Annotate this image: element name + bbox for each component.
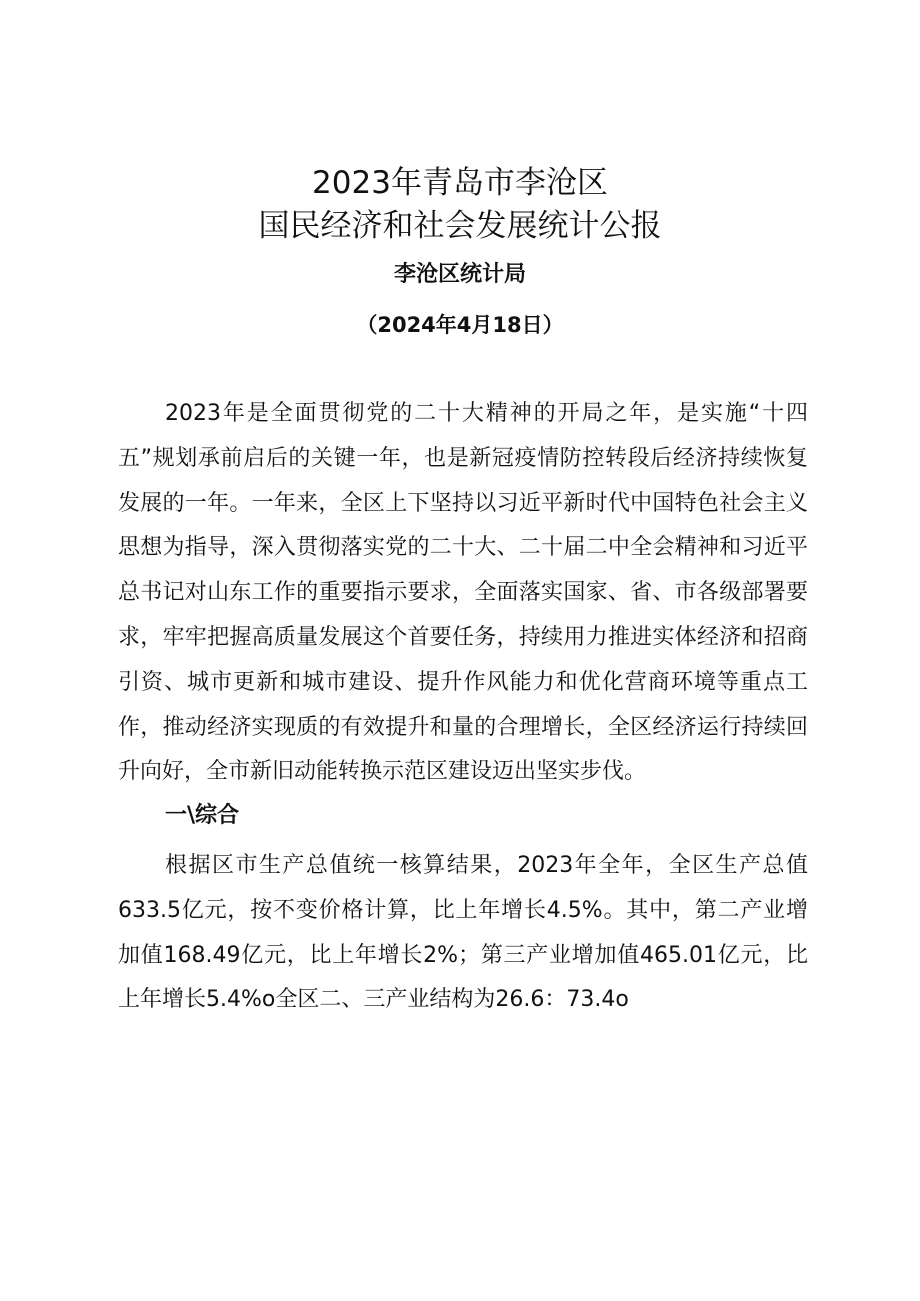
section-heading-overview: 一\综合 xyxy=(165,803,240,828)
report-title-line-2: 国民经济和社会发展统计公报 xyxy=(258,208,662,244)
intro-paragraph: 2023年是全面贯彻党的二十大精神的开局之年，是实施“十四五”规划承前启后的关键一年，也是新冠疫情防控转段后经济持续恢复发展的一年。一年来，全区上下坚持以习近平新时代中国特色社会主义思想为指导，深入贯彻落实党的二十大、二十届二中全会精神和习近平总书记对山东工作的重要指示要求，全面落实国家、省、市各级部署要求，牢牢把握高质量发展这个首要任务，持续用力推进实体经济和招商引资、城市更新和城市建设、提升作风能力和优化营商环境等重点工作，推动经济实现质的有效提升和量的合理增长，全区经济运行持续回升向好，全市新旧动能转换示范区建设迈出坚实步伐。 xyxy=(118,401,808,785)
overview-paragraph: 根据区市生产总值统一核算结果，2023年全年，全区生产总值633.5亿元，按不变价格计算，比上年增长4.5%。其中，第二产业增加值168.49亿元，比上年增长2%；第三产业增加值465.01亿元，比上年增长5.4%o全区二、三产业结构为26.6：73.4o xyxy=(118,853,808,1013)
report-title-line-1: 2023年青岛市李沧区 xyxy=(312,165,608,201)
publish-date: （2024年4月18日） xyxy=(356,313,564,337)
issuer-name: 李沧区统计局 xyxy=(393,262,526,287)
